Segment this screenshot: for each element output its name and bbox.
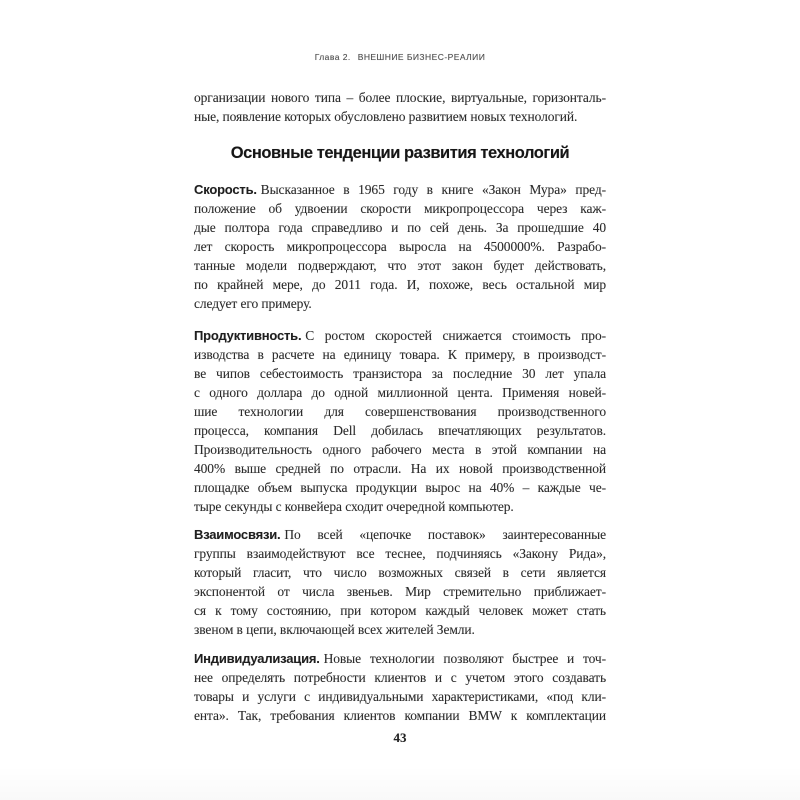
text-line bbox=[194, 180, 606, 199]
text-line: группы взаимодействуют все теснее, подчиняясь «Закону Рида», bbox=[194, 546, 606, 561]
paragraph-lead: Взаимосвязи. bbox=[194, 527, 281, 542]
paragraph-productivity bbox=[194, 326, 606, 516]
text-line: по крайней мере, до 2011 года. И, похоже, весь остальной мир bbox=[194, 277, 606, 292]
text-line: дые полтора года справедливо и по сей день. За прошедшие 40 bbox=[194, 220, 606, 235]
text-line: который гласит, что число возможных связей в сети является bbox=[194, 565, 606, 580]
text-line: шие технологии для совершенствования производственного bbox=[194, 404, 606, 419]
text-line: площадке объем выпуска продукции вырос на 40% – каждые че- bbox=[194, 480, 606, 495]
text-line: ента». Так, требования клиентов компании BMW к комплектации bbox=[194, 708, 606, 723]
paragraph-speed bbox=[194, 180, 606, 313]
paragraph-individualization bbox=[194, 649, 606, 725]
text-line: 400% выше средней по отрасли. На их новой производственной bbox=[194, 461, 606, 476]
paragraph-interconnections bbox=[194, 525, 606, 639]
text-line: тыре секунды с конвейера сходит очередной компьютер. bbox=[194, 499, 514, 514]
text-line-content: По всей «цепочке поставок» заинтересованные bbox=[284, 527, 606, 542]
text-line: товары и услуги с индивидуальными характеристиками, «под кли- bbox=[194, 689, 606, 704]
text-line: ся к тому состоянию, при котором каждый человек может стать bbox=[194, 603, 606, 618]
text-line: следует его примеру. bbox=[194, 296, 312, 311]
running-head-title: ВНЕШНИЕ БИЗНЕС-РЕАЛИИ bbox=[357, 52, 486, 62]
section-heading: Основные тенденции развития технологий bbox=[230, 144, 570, 162]
text-line: положение об удвоении скорости микропроцессора через каж- bbox=[194, 201, 606, 216]
page-number: 43 bbox=[393, 730, 407, 745]
text-line: организации нового типа – более плоские, виртуальные, горизонталь- bbox=[194, 90, 606, 105]
paragraph-lead: Продуктивность. bbox=[194, 328, 302, 343]
text-line: Производительность одного рабочего места в этой компании на bbox=[194, 442, 606, 457]
running-head-chapter: Глава 2. bbox=[314, 52, 351, 62]
text-line: изводства в расчете на единицу товара. К примеру, в производст- bbox=[194, 347, 606, 362]
text-line bbox=[194, 326, 606, 345]
text-line: танные модели подверждают, что этот закон будет действовать, bbox=[194, 258, 606, 273]
intro-paragraph bbox=[194, 88, 606, 126]
text-line: нее определять потребности клиентов и с учетом этого создавать bbox=[194, 670, 606, 685]
text-line: ные, появление которых обусловлено развитием новых технологий. bbox=[194, 109, 578, 124]
text-line bbox=[194, 649, 606, 668]
paragraph-lead: Индивидуализация. bbox=[194, 651, 320, 666]
text-line: ве чипов себестоимость транзистора за последние 30 лет упала bbox=[194, 366, 606, 381]
text-line bbox=[194, 525, 606, 544]
text-line-content: Высказанное в 1965 году в книге «Закон Мура» пред- bbox=[260, 182, 606, 197]
text-line: процесса, компания Dell добилась впечатляющих результатов. bbox=[194, 423, 606, 438]
text-line: с одного доллара до одной миллионной цента. Применяя новей- bbox=[194, 385, 606, 400]
paragraph-lead: Скорость. bbox=[194, 182, 257, 197]
text-line-content: С ростом скоростей снижается стоимость про- bbox=[305, 328, 606, 343]
running-head bbox=[194, 52, 606, 62]
text-line: звеном в цепи, включающей всех жителей Земли. bbox=[194, 622, 475, 637]
text-line: экспонентой от числа звеньев. Мир стремительно приближает- bbox=[194, 584, 606, 599]
text-line-content: Новые технологии позволяют быстрее и точ- bbox=[323, 651, 606, 666]
text-line: лет скорость микропроцессора выросла на 4500000%. Разрабо- bbox=[194, 239, 606, 254]
